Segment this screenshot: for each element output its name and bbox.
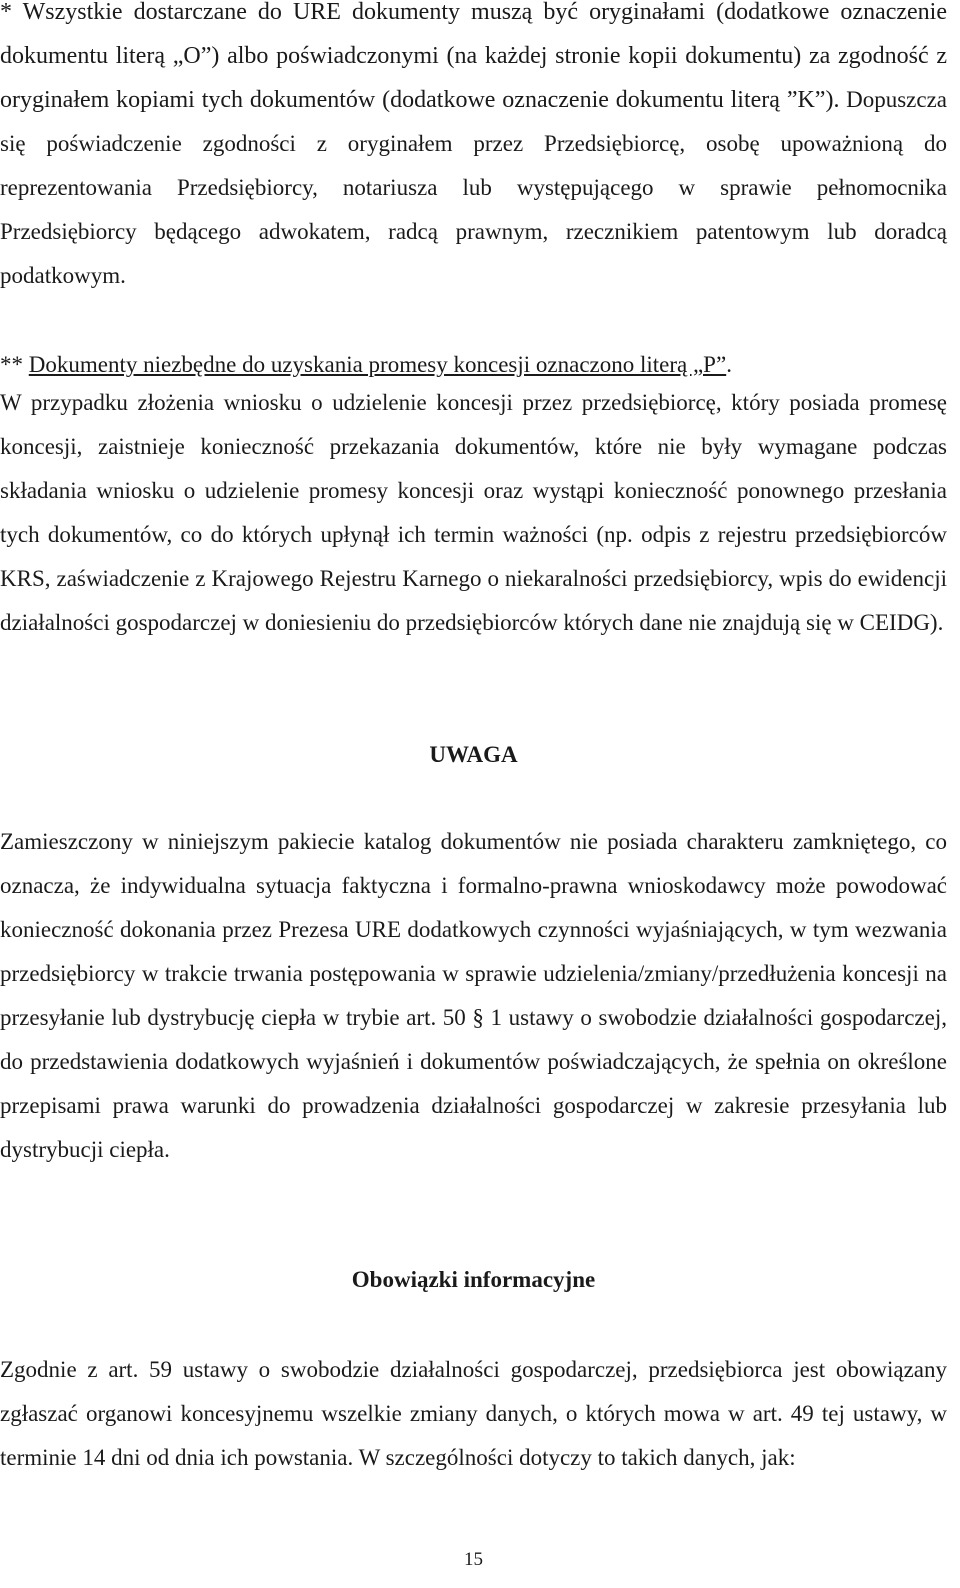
footnote-promise-suffix: . bbox=[726, 352, 732, 377]
heading-information-obligations: Obowiązki informacyjne bbox=[351, 1267, 596, 1292]
paragraph-catalog-not-closed: Zamieszczony w niniejszym pakiecie katalog dokumentów nie posiada charakteru zamkniętego, co oznacza, że indywidualna sytuacja faktyczna i formalno-prawna wnioskodawcy może powodować konieczność dokonania przez Prezesa URE dodatkowych czynności wyjaśniających, w tym wezwania przedsiębiorcy w trakcie trwania postępowania w sprawie udzielenia/zmiany/przedłużenia koncesji na przesyłanie lub dystrybucję ciepła w trybie art. 50 § 1 ustawy o swobodzie działalności gospodarczej, do przedstawienia dodatkowych wyjaśnień i dokumentów poświadczających, że spełnia on określone przepisami prawa warunki do prowadzenia działalności gospodarczej w zakresie przesyłania lub dystrybucji ciepła. bbox=[0, 829, 947, 1162]
footnote-promise-underlined-text: Dokumenty niezbędne do uzyskania promesy koncesji oznaczono literą „P” bbox=[28, 352, 727, 377]
footnote-original-documents-part2: Dopuszcza się poświadczenie zgodności z oryginałem przez Przedsiębiorcę, osobę upoważnioną do reprezentowania Przedsiębiorcy, notariusza lub występującego w sprawie pełnomocnika Przedsiębiorcy będącego adwokatem, radcą prawnym, rzecznikiem patentowym lub doradcą podatkowym. bbox=[0, 87, 947, 288]
footnote-original-documents-part1: * Wszystkie dostarczane do URE dokumenty muszą być oryginałami (dodatkowe oznaczenie dokumentu literą „O”) albo poświadczonymi (na każdej stronie kopii dokumentu) za zgodność z oryginałem kopiami tych dokumentów (dodatkowe oznaczenie dokumentu literą ”K”). bbox=[0, 0, 947, 113]
footnote-promise-prefix: ** bbox=[0, 352, 29, 377]
paragraph-notification-duty: Zgodnie z art. 59 ustawy o swobodzie działalności gospodarczej, przedsiębiorca jest obowiązany zgłaszać organowi koncesyjnemu wszelkie zmiany danych, o których mowa w art. 49 tej ustawy, w terminie 14 dni od dnia ich powstania. W szczególności dotyczy to takich danych, jak: bbox=[0, 1357, 947, 1470]
page-number: 15 bbox=[464, 1549, 483, 1570]
paragraph-promise-holder: W przypadku złożenia wniosku o udzielenie koncesji przez przedsiębiorcę, który posiada promesę koncesji, zaistnieje konieczność przekazania dokumentów, które nie były wymagane podczas składania wniosku o udzielenie promesy koncesji oraz wystąpi konieczność ponownego przesłania tych dokumentów, co do których upłynął ich termin ważności (np. odpis z rejestru przedsiębiorców KRS, zaświadczenie z Krajowego Rejestru Karnego o niekaralności przedsiębiorcy, wpis do ewidencji działalności gospodarczej w doniesieniu do przedsiębiorców których dane nie znajdują się w CEIDG). bbox=[0, 390, 947, 635]
heading-uwaga: UWAGA bbox=[429, 742, 518, 767]
footnote-original-documents bbox=[0, 0, 947, 298]
